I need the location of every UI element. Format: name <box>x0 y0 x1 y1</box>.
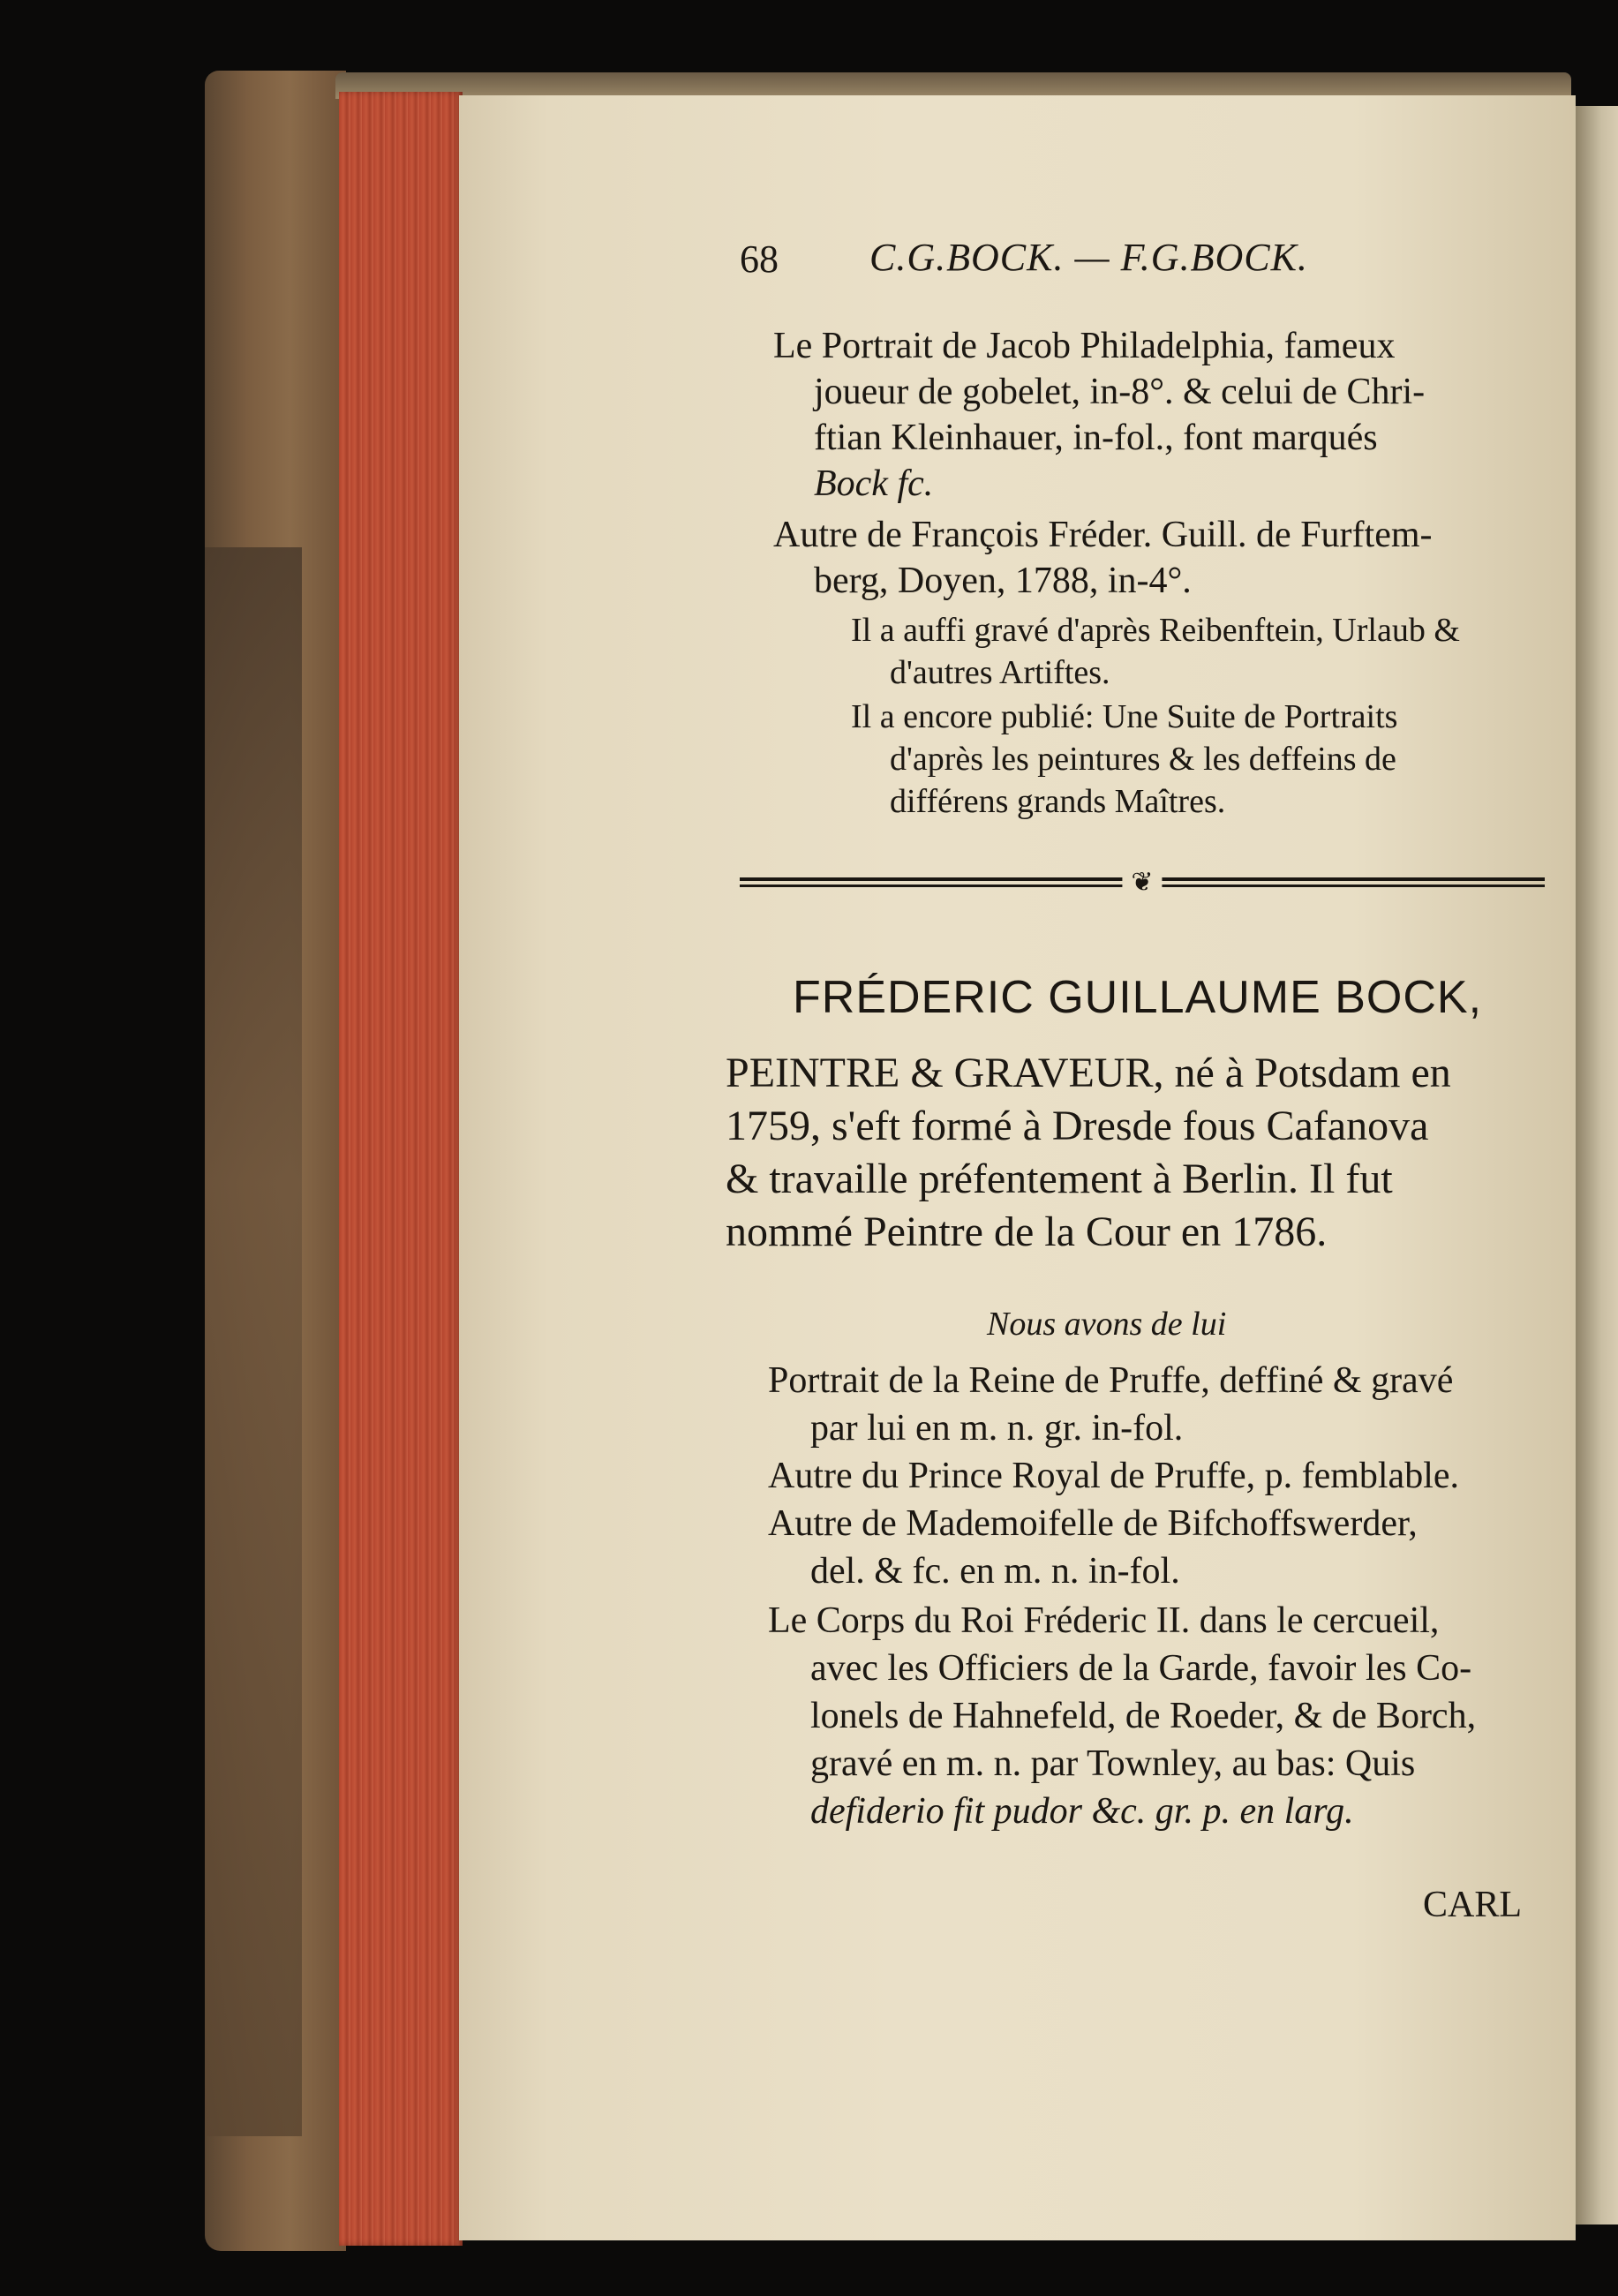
page-number: 68 <box>740 237 779 281</box>
note-line: Il a encore publié: Une Suite de Portraits <box>851 698 1398 735</box>
entry-line: joueur de gobelet, in-8°. & celui de Chri- <box>814 372 1426 412</box>
entry-line: Le Portrait de Jacob Philadelphia, fameux <box>773 326 1396 366</box>
intro-line: & travaille préfentement à Berlin. Il fut <box>726 1156 1393 1202</box>
intro-line: nommé Peintre de la Cour en 1786. <box>726 1208 1328 1255</box>
note-line: d'après les peintures & les deffeins de <box>890 741 1396 778</box>
entry-line: Bock fc. <box>814 463 934 504</box>
note-line: différens grands Maîtres. <box>890 783 1226 820</box>
work-line: Autre de Mademoifelle de Bifchoffswerder, <box>768 1503 1418 1544</box>
intro-line: 1759, s'eft formé à Dresde fous Cafanova <box>726 1103 1429 1149</box>
book-cover-shadow <box>205 547 302 2136</box>
work-line: Le Corps du Roi Fréderic II. dans le cercueil, <box>768 1600 1440 1641</box>
work-line: avec les Officiers de la Garde, favoir les Co- <box>810 1648 1472 1689</box>
work-line: Portrait de la Reine de Pruffe, deffiné & gravé <box>768 1360 1454 1401</box>
running-title: C.G.BOCK. — F.G.BOCK. <box>869 236 1308 279</box>
works-subheading: Nous avons de lui <box>987 1306 1227 1343</box>
red-page-edges <box>339 92 463 2246</box>
work-line: defiderio fit pudor &c. gr. p. en larg. <box>810 1791 1354 1832</box>
facing-page-edge <box>1576 106 1618 2224</box>
work-line: del. & fc. en m. n. in-fol. <box>810 1551 1180 1592</box>
work-line: par lui en m. n. gr. in-fol. <box>810 1408 1184 1449</box>
note-line: d'autres Artiftes. <box>890 654 1110 691</box>
entry-line: berg, Doyen, 1788, in-4°. <box>814 561 1192 601</box>
intro-line: PEINTRE & GRAVEUR, né à Potsdam en <box>726 1050 1451 1096</box>
catchword: CARL <box>1423 1885 1523 1925</box>
entry-line: Autre de François Fréder. Guill. de Furftem- <box>773 515 1433 555</box>
note-line: Il a auffi gravé d'après Reibenftein, Urlaub & <box>851 612 1460 649</box>
ornamental-rule <box>740 868 1545 897</box>
entry-line: ftian Kleinhauer, in-fol., font marqués <box>814 418 1378 458</box>
work-line: Autre du Prince Royal de Pruffe, p. femblable. <box>768 1456 1460 1496</box>
work-line: lonels de Hahnefeld, de Roeder, & de Borch, <box>810 1696 1477 1736</box>
fleuron-icon: ❦ <box>1122 867 1162 898</box>
work-line: gravé en m. n. par Townley, au bas: Quis <box>810 1743 1416 1784</box>
section-title: FRÉDERIC GUILLAUME BOCK, <box>793 972 1483 1023</box>
